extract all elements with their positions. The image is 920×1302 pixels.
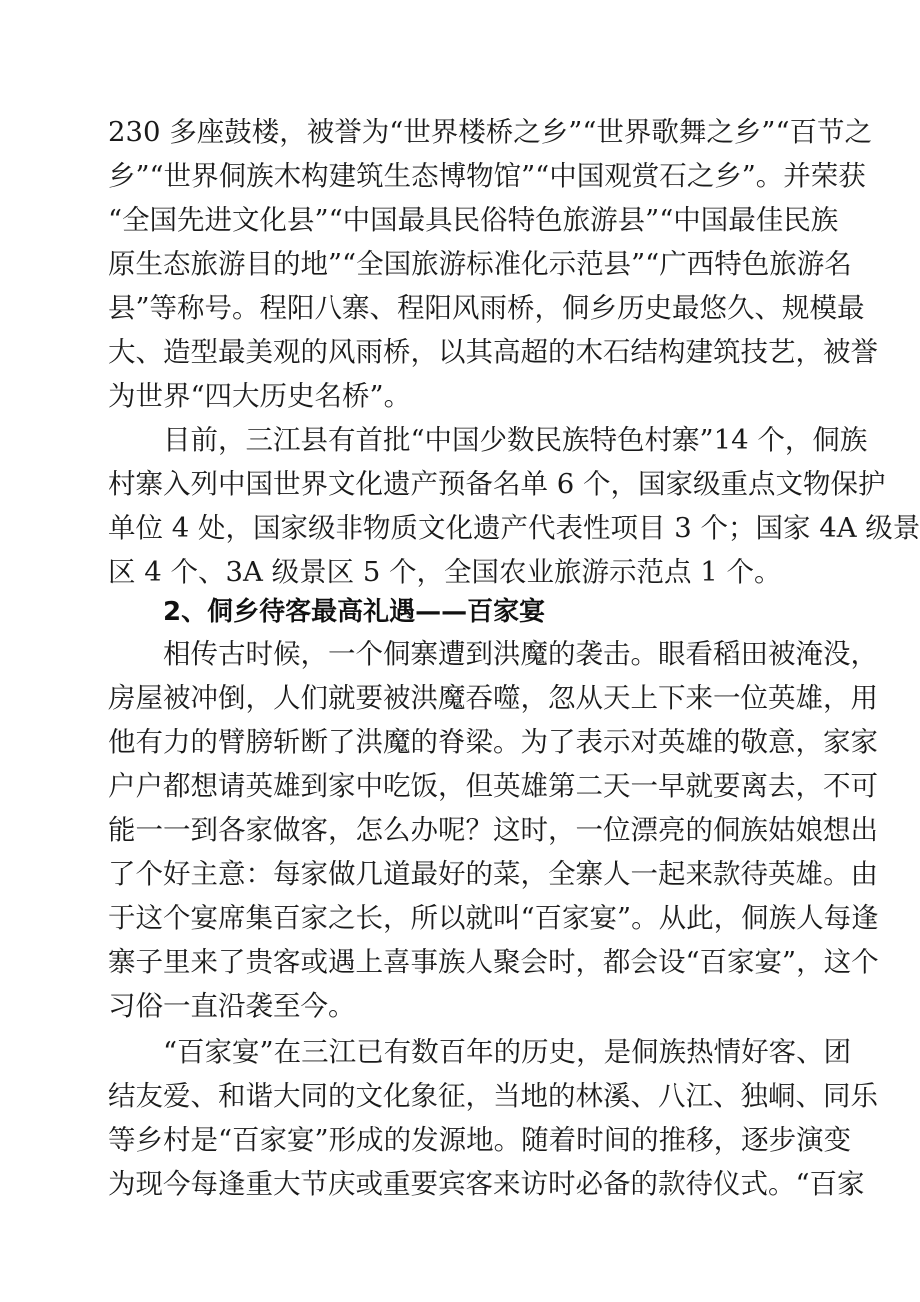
paragraph-1-line-1: 230 多座鼓楼，被誉为“世界楼桥之乡”“世界歌舞之乡”“百节之 xyxy=(108,116,873,148)
paragraph-4-line-3: 等乡村是“百家宴”形成的发源地。随着时间的推移，逐步演变 xyxy=(108,1124,852,1156)
paragraph-1-line-2: 乡”“世界侗族木构建筑生态博物馆”“中国观赏石之乡”。并荣获 xyxy=(108,160,866,192)
paragraph-4-line-2: 结友爱、和谐大同的文化象征，当地的林溪、八江、独峒、同乐 xyxy=(108,1080,878,1112)
paragraph-3-line-5: 能一一到各家做客，怎么办呢？这时，一位漂亮的侗族姑娘想出 xyxy=(108,814,878,846)
paragraph-2-line-3: 单位 4 处，国家级非物质文化遗产代表性项目 3 个；国家 4A 级景 xyxy=(108,512,920,544)
paragraph-3-line-2: 房屋被冲倒，人们就要被洪魔吞噬，忽从天上下来一位英雄，用 xyxy=(108,682,878,714)
paragraph-3-line-6: 了个好主意：每家做几道最好的菜，全寨人一起来款待英雄。由 xyxy=(108,858,878,890)
paragraph-3-line-3: 他有力的臂膀斩断了洪魔的脊梁。为了表示对英雄的敬意，家家 xyxy=(108,726,878,758)
paragraph-1-line-4: 原生态旅游目的地”“全国旅游标准化示范县”“广西特色旅游名 xyxy=(108,248,852,280)
paragraph-1-line-6: 大、造型最美观的风雨桥，以其高超的木石结构建筑技艺，被誉 xyxy=(108,336,878,368)
paragraph-1-line-5: 县”等称号。程阳八寨、程阳风雨桥，侗乡历史最悠久、规模最 xyxy=(108,292,865,324)
paragraph-1-line-3: “全国先进文化县”“中国最具民俗特色旅游县”“中国最佳民族 xyxy=(108,204,839,236)
paragraph-3-line-7: 于这个宴席集百家之长，所以就叫“百家宴”。从此，侗族人每逢 xyxy=(108,902,879,934)
paragraph-2-line-4: 区 4 个、3A 级景区 5 个，全国农业旅游示范点 1 个。 xyxy=(108,556,782,588)
paragraph-4-line-4: 为现今每逢重大节庆或重要宾客来访时必备的款待仪式。“百家 xyxy=(108,1168,865,1200)
paragraph-1-line-7: 为世界“四大历史名桥”。 xyxy=(108,380,412,412)
paragraph-3-line-8: 寨子里来了贵客或遇上喜事族人聚会时，都会设“百家宴”，这个 xyxy=(108,946,879,978)
paragraph-2-line-2: 村寨入列中国世界文化遗产预备名单 6 个，国家级重点文物保护 xyxy=(108,468,886,500)
paragraph-3-line-1: 相传古时候，一个侗寨遭到洪魔的袭击。眼看稻田被淹没， xyxy=(163,638,878,670)
section-heading: 2、侗乡待客最高礼遇——百家宴 xyxy=(163,597,546,627)
paragraph-3-line-4: 户户都想请英雄到家中吃饭，但英雄第二天一早就要离去，不可 xyxy=(108,770,878,802)
paragraph-3-line-9: 习俗一直沿袭至今。 xyxy=(108,990,356,1022)
paragraph-2-line-1: 目前，三江县有首批“中国少数民族特色村寨”14 个，侗族 xyxy=(163,424,868,456)
paragraph-4-line-1: “百家宴”在三江已有数百年的历史，是侗族热情好客、团 xyxy=(163,1036,852,1068)
